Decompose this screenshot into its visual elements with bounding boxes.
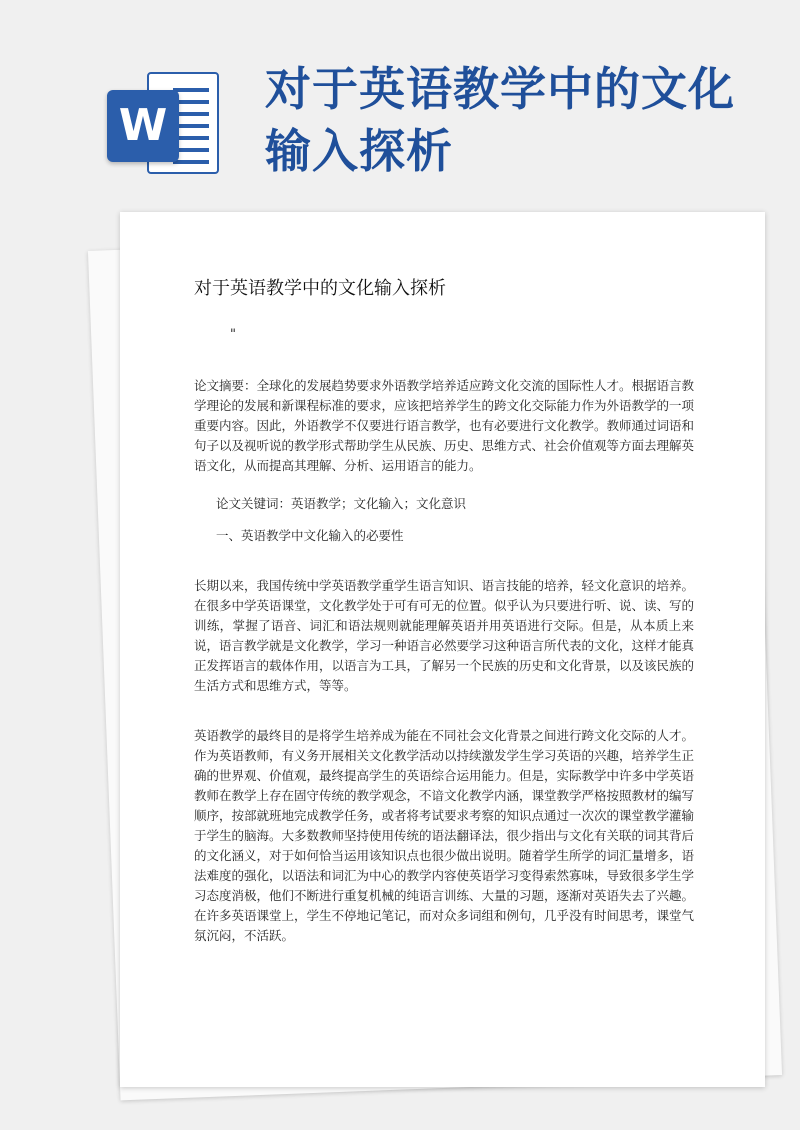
document-title: 对于英语教学中的文化输入探析 [194, 278, 446, 299]
body-paragraph-1: 长期以来，我国传统中学英语教学重学生语言知识、语言技能的培养，轻文化意识的培养。在很多中学英语课堂，文化教学处于可有可无的位置。似乎认为只要进行听、说、读、写的训练，掌握了语音、词汇和语法规则就能理解英语并用英语进行交际。但是，从本质上来说，语言教学就是文化教学，学习一种语言必然要学习这种语言所代表的文化，这样才能真正发挥语言的载体作用，以语言为工具，了解另一个民族的历史和文化背景，以及该民族的生活方式和思维方式，等等。 [194, 578, 695, 693]
document-preview-page [120, 212, 765, 1087]
text-line-icon [173, 160, 209, 164]
page-title: 对于英语教学中的文化输入探析 [265, 62, 735, 178]
document-body [194, 276, 694, 964]
quote-mark: " [230, 327, 236, 342]
abstract-paragraph: 论文摘要：全球化的发展趋势要求外语教学培养适应跨文化交流的国际性人才。根据语言教学理论的发展和新课程标准的要求，应该把培养学生的跨文化交际能力作为外语教学的一项重要内容。因此，外语教学不仅要进行语言教学，也有必要进行文化教学。教师通过词语和句子以及视听说的教学形式帮助学生从民族、历史、思维方式、社会价值观等方面去理解英语文化，从而提高其理解、分析、运用语言的能力。 [194, 378, 695, 473]
section-heading: 一、英语教学中文化输入的必要性 [216, 528, 404, 543]
word-document-icon [107, 68, 222, 178]
body-paragraph-2: 英语教学的最终目的是将学生培养成为能在不同社会文化背景之间进行跨文化交际的人才。作为英语教师，有义务开展相关文化教学活动以持续激发学生学习英语的兴趣，培养学生正确的世界观、价值观，最终提高学生的英语综合运用能力。但是，实际教学中许多中学英语教师在教学上存在固守传统的教学观念，不谙文化教学内涵，课堂教学严格按照教材的编写顺序，按部就班地完成教学任务，或者将考试要求考察的知识点通过一次次的课堂教学灌输于学生的脑海。大多数教师坚持使用传统的语法翻译法，很少指出与文化有关联的词其背后的文化涵义，对于如何恰当运用该知识点也很少做出说明。随着学生所学的词汇量增多，语法难度的强化，以语法和词汇为中心的教学内容使英语学习变得索然寡味，导致很多学生学习态度消极，他们不断进行重复机械的纯语言训练、大量的习题，逐渐对英语失去了兴趣。在许多英语课堂上，学生不停地记笔记，而对众多词组和例句，几乎没有时间思考，课堂气氛沉闷，不活跃。 [194, 728, 695, 943]
text-line-icon [173, 88, 209, 92]
word-letter-badge: W [107, 90, 179, 162]
keywords-line: 论文关键词：英语教学；文化输入；文化意识 [216, 496, 467, 511]
